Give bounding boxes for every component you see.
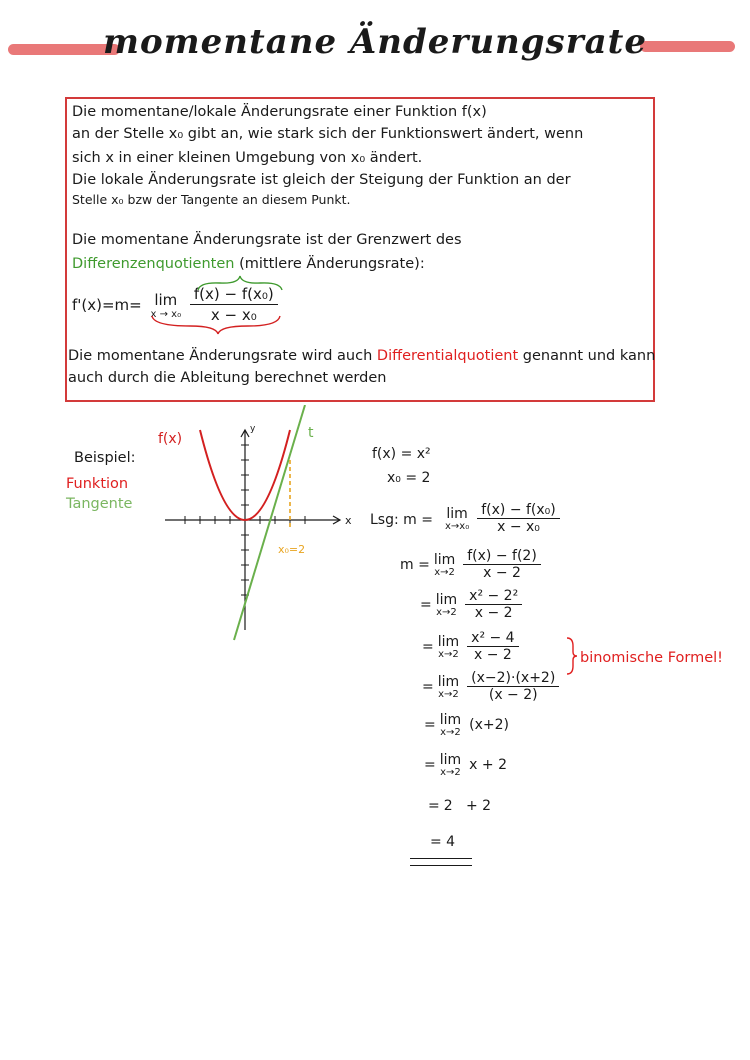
- step-numerator: f(x) − f(2): [463, 548, 541, 565]
- step-prefix: =: [422, 638, 434, 655]
- example-label: Beispiel:: [74, 450, 136, 466]
- given-function: f(x) = x²: [372, 446, 431, 462]
- step-denominator: x − 2: [483, 565, 521, 581]
- step-prefix: =: [424, 757, 436, 773]
- graph-fx-label: f(x): [158, 431, 183, 447]
- step-lim: lim: [437, 633, 460, 650]
- step-lim-sub: x→2: [440, 767, 461, 778]
- solution-step: [422, 670, 559, 703]
- formula-denominator: x − x₀: [210, 306, 257, 324]
- solution-step: [445, 502, 560, 535]
- step-numerator: (x−2)·(x+2): [467, 670, 559, 687]
- solution-step: [424, 712, 509, 738]
- differential-quotient-line: [68, 346, 655, 366]
- solution-step: [424, 752, 507, 778]
- solution-step: [400, 548, 541, 581]
- legend-function: Funktion: [66, 476, 129, 492]
- step-limit: [445, 506, 469, 532]
- step-expression: x + 2: [469, 757, 507, 773]
- limit-intro-line: Die momentane Änderungsrate ist der Grenzwert des: [72, 232, 462, 248]
- step-lim-sub: x→2: [438, 648, 459, 660]
- step-fraction: [467, 670, 559, 703]
- dq-text-b: genannt und kann: [518, 348, 656, 364]
- solution-step: [430, 834, 455, 850]
- step-expression: 2 + 2: [443, 798, 492, 814]
- step-numerator: f(x) − f(x₀): [477, 502, 560, 519]
- step-limit: [440, 712, 461, 738]
- step-fraction: [465, 588, 522, 621]
- note-brace: [565, 636, 579, 676]
- formula-braces: [150, 268, 290, 338]
- step-limit: [436, 592, 457, 618]
- step-lim: lim: [439, 712, 462, 728]
- definition-line-1: Die momentane/lokale Änderungsrate einer Funktion f(x): [72, 104, 487, 120]
- step-fraction: [477, 502, 560, 535]
- formula-limsub: x → x₀: [150, 308, 182, 320]
- dq-text-a: Die momentane Änderungsrate wird auch: [68, 348, 377, 364]
- step-lim-sub: x→2: [434, 566, 455, 578]
- difference-quotient-term: Differenzenquotienten: [72, 256, 235, 272]
- definition-line-4: Die lokale Änderungsrate ist gleich der Steigung der Funktion an der: [72, 172, 571, 188]
- solution-step: [422, 630, 519, 663]
- graph-x0-label: x₀=2: [278, 543, 306, 556]
- step-limit: [438, 674, 459, 700]
- step-prefix: =: [422, 678, 434, 695]
- step-prefix: =: [424, 717, 436, 733]
- result-underline: [410, 858, 472, 866]
- step-denominator: x − 2: [473, 647, 512, 663]
- step-lim-sub: x→x₀: [445, 520, 470, 532]
- graph-y-label: y: [250, 424, 256, 434]
- step-lim: lim: [446, 505, 468, 522]
- step-lim: lim: [439, 752, 462, 768]
- given-x0: x₀ = 2: [387, 470, 431, 486]
- solution-step: [420, 588, 522, 621]
- step-limit: [434, 552, 455, 578]
- legend-tangent: Tangente: [66, 496, 133, 512]
- formula-lhs: f'(x)=m=: [72, 295, 142, 314]
- step-lim: lim: [433, 551, 456, 568]
- step-numerator: x² − 2²: [465, 588, 522, 605]
- definition-line-2: an der Stelle x₀ gibt an, wie stark sich der Funktionswert ändert, wenn: [72, 126, 584, 142]
- graph-t-label: t: [308, 425, 314, 441]
- step-denominator: x − 2: [474, 605, 513, 621]
- step-lim: lim: [437, 673, 460, 690]
- step-lim: lim: [435, 591, 458, 608]
- limit-intro-rest: (mittlere Änderungsrate):: [234, 256, 425, 272]
- step-lim-sub: x→2: [436, 606, 457, 618]
- step-prefix: =: [428, 798, 440, 814]
- page-title: momentane Änderungsrate: [103, 22, 647, 62]
- graph-x-label: x: [345, 514, 352, 527]
- binomial-note: binomische Formel!: [580, 650, 723, 666]
- example-graph: [150, 405, 360, 650]
- step-limit: [438, 634, 459, 660]
- step-expression: = 4: [430, 834, 456, 850]
- step-denominator: x − x₀: [497, 519, 540, 535]
- step-fraction: [463, 548, 541, 581]
- step-lim-sub: x→2: [440, 727, 461, 738]
- step-prefix: m =: [400, 556, 430, 573]
- step-numerator: x² − 4: [467, 630, 518, 647]
- dq-term: Differentialquotient: [376, 348, 519, 364]
- step-lim-sub: x→2: [438, 688, 459, 700]
- step-fraction: [467, 630, 518, 663]
- formula-lim: lim: [154, 290, 178, 309]
- step-prefix: =: [420, 596, 432, 613]
- step-limit: [440, 752, 461, 778]
- definition-line-3: sich x in einer kleinen Umgebung von x₀ ändert.: [72, 150, 423, 166]
- step-denominator: (x − 2): [488, 687, 538, 703]
- solution-step: [428, 798, 491, 814]
- definition-line-5: Stelle x₀ bzw der Tangente an diesem Punkt.: [72, 192, 351, 207]
- step-expression: (x+2): [469, 717, 510, 733]
- solution-prefix: Lsg: m =: [370, 512, 433, 528]
- formula-numerator: f(x) − f(x₀): [190, 284, 278, 305]
- derivative-line: auch durch die Ableitung berechnet werden: [68, 370, 387, 386]
